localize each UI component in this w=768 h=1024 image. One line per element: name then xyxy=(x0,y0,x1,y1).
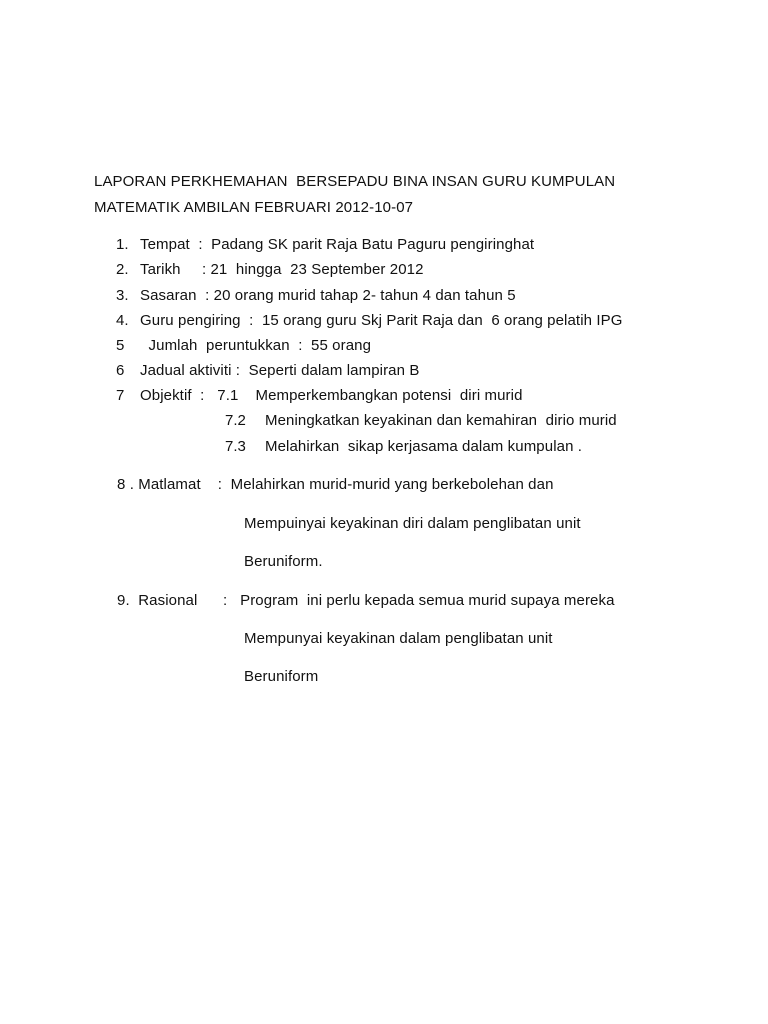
item-number: 6 xyxy=(116,362,125,379)
matlamat-continuation: Beruniform. xyxy=(244,553,323,570)
report-title-line-1: LAPORAN PERKHEMAHAN BERSEPADU BINA INSAN GURU KUMPULAN xyxy=(94,173,616,190)
item-guru-pengiring: Guru pengiring : 15 orang guru Skj Parit Raja dan 6 orang pelatih IPG xyxy=(140,312,623,329)
item-sasaran: Sasaran : 20 orang murid tahap 2- tahun 4 dan tahun 5 xyxy=(140,287,516,304)
item-tempat: Tempat : Padang SK parit Raja Batu Paguru pengiringhat xyxy=(140,236,535,253)
objektif-sub-item: Meningkatkan keyakinan dan kemahiran dirio murid xyxy=(265,412,617,429)
item-number: 4. xyxy=(116,312,129,329)
item-jumlah-peruntukkan: Jumlah peruntukkan : 55 orang xyxy=(140,337,372,354)
item-jadual-aktiviti: Jadual aktiviti : Seperti dalam lampiran B xyxy=(140,362,420,379)
item-number: 2. xyxy=(116,261,129,278)
item-number: 3. xyxy=(116,287,129,304)
rasional-line: 9. Rasional : Program ini perlu kepada semua murid supaya mereka xyxy=(117,592,615,609)
matlamat-continuation: Mempuinyai keyakinan diri dalam penglibatan unit xyxy=(244,515,581,532)
objektif-sub-item: Melahirkan sikap kerjasama dalam kumpulan . xyxy=(265,438,583,455)
item-number: 7 xyxy=(116,387,125,404)
matlamat-line: 8 . Matlamat : Melahirkan murid-murid yang berkebolehan dan xyxy=(117,476,554,493)
item-tarikh: Tarikh : 21 hingga 23 September 2012 xyxy=(140,261,424,278)
objektif-sub-number: 7.2 xyxy=(225,412,246,429)
item-number: 5 xyxy=(116,337,125,354)
objektif-sub-number: 7.3 xyxy=(225,438,246,455)
item-objektif: Objektif : 7.1 Memperkembangkan potensi diri murid xyxy=(140,387,523,404)
item-number: 1. xyxy=(116,236,129,253)
rasional-continuation: Beruniform xyxy=(244,668,319,685)
rasional-continuation: Mempunyai keyakinan dalam penglibatan unit xyxy=(244,630,553,647)
report-title-line-2: MATEMATIK AMBILAN FEBRUARI 2012-10-07 xyxy=(94,199,414,216)
